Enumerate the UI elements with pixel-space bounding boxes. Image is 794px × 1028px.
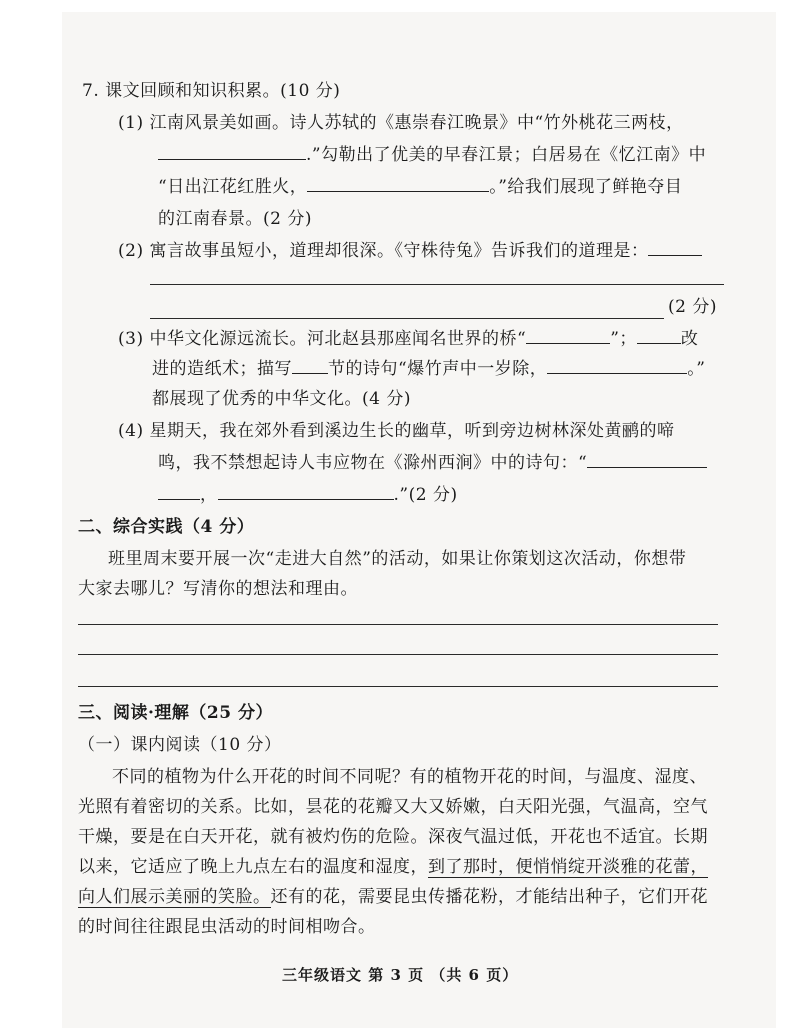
q7-3-line3: 都展现了优秀的中华文化。(4 分) (152, 389, 411, 409)
answer-blank[interactable] (158, 144, 306, 160)
q7-3-text-e: 节的诗句“爆竹声中一岁除， (328, 359, 548, 379)
passage-line: 干燥，要是在白天开花，就有被灼伤的危险。深夜气温过低，开花也不适宜。长期 (78, 827, 708, 847)
q7-2-score: (2 分) (668, 297, 717, 317)
page-footer: 三年级语文 第 3 页 （共 6 页） (282, 966, 519, 984)
scan-border-top (0, 0, 794, 12)
section2-line2: 大家去哪儿？写清你的想法和理由。 (78, 579, 358, 599)
q7-3-text-f: 。” (687, 359, 706, 379)
answer-line[interactable] (78, 624, 718, 625)
q7-4-text-c: .”(2 分) (393, 485, 458, 505)
answer-line[interactable] (150, 284, 724, 285)
q7-4-text-b: ， (200, 485, 218, 505)
section3-subtitle: （一）课内阅读（10 分） (78, 735, 282, 755)
passage-line (78, 856, 708, 878)
q7-1-line2-text: .”勾勒出了优美的早春江景；白居易在《忆江南》中 (306, 145, 707, 165)
q7-3-line1 (118, 328, 698, 350)
scan-border-left (0, 0, 62, 1028)
q7-2-line1 (118, 240, 702, 262)
passage-line: 的时间往往跟昆虫活动的时间相吻合。 (78, 917, 376, 937)
answer-line[interactable] (78, 654, 718, 655)
q7-1-line1: (1) 江南风景美如画。诗人苏轼的《惠崇春江晚景》中“竹外桃花三两枝， (118, 113, 684, 133)
section3-title: 三、阅读·理解（25 分） (78, 703, 273, 723)
q7-1-line2 (158, 144, 706, 166)
q7-1-line3-text-b: 。”给我们展现了鲜艳夺目 (489, 177, 683, 197)
q7-4-text-a: 鸣，我不禁想起诗人韦应物在《滁州西涧》中的诗句：“ (158, 453, 588, 473)
q7-title: 7. 课文回顾和知识积累。(10 分) (82, 81, 341, 101)
q7-2-text: (2) 寓言故事虽短小，道理却很深。《守株待兔》告诉我们的道理是： (118, 241, 649, 261)
passage-text: 以来，它适应了晚上九点左右的温度和湿度， (78, 857, 428, 877)
q7-3-line2 (152, 358, 705, 380)
answer-line[interactable] (78, 686, 718, 687)
section2-title: 二、综合实践（4 分） (78, 517, 255, 537)
answer-blank[interactable] (587, 452, 707, 468)
answer-blank[interactable] (637, 328, 681, 344)
answer-blank[interactable] (547, 358, 687, 374)
q7-1-line3-text-a: “日出江花红胜火， (158, 177, 308, 197)
q7-1-line3 (158, 176, 682, 198)
q7-1-line4: 的江南春景。(2 分) (158, 209, 312, 229)
answer-blank[interactable] (292, 358, 328, 374)
answer-blank[interactable] (648, 240, 702, 256)
answer-blank[interactable] (218, 484, 394, 500)
passage-line (78, 886, 708, 908)
underlined-sentence: 向人们展示美丽的笑脸。 (78, 887, 271, 907)
answer-blank[interactable] (158, 484, 200, 500)
answer-blank[interactable] (307, 176, 489, 192)
q7-4-line3 (158, 484, 458, 506)
q7-4-line2 (158, 452, 707, 474)
q7-4-line1: (4) 星期天，我在郊外看到溪边生长的幽草，听到旁边树林深处黄鹂的啼 (118, 421, 675, 441)
q7-3-text-b: ”； (610, 329, 637, 349)
section2-line1: 班里周末要开展一次“走进大自然”的活动，如果让你策划这次活动，你想带 (108, 549, 687, 569)
q7-3-text-d: 进的造纸术；描写 (152, 359, 292, 379)
q7-3-text-a: (3) 中华文化源远流长。河北赵县那座闻名世界的桥“ (118, 329, 527, 349)
scan-border-right (776, 0, 794, 1028)
passage-line: 光照有着密切的关系。比如，昙花的花瓣又大又娇嫩，白天阳光强，气温高，空气 (78, 797, 708, 817)
answer-line[interactable] (150, 318, 664, 319)
underlined-sentence: 到了那时，便悄悄绽开淡雅的花蕾， (428, 857, 708, 877)
q7-3-text-c: 改 (680, 329, 699, 349)
passage-text: 还有的花，需要昆虫传播花粉，才能结出种子，它们开花 (270, 887, 708, 907)
answer-blank[interactable] (526, 328, 610, 344)
passage-line: 不同的植物为什么开花的时间不同呢？有的植物开花的时间，与温度、湿度、 (112, 767, 707, 787)
